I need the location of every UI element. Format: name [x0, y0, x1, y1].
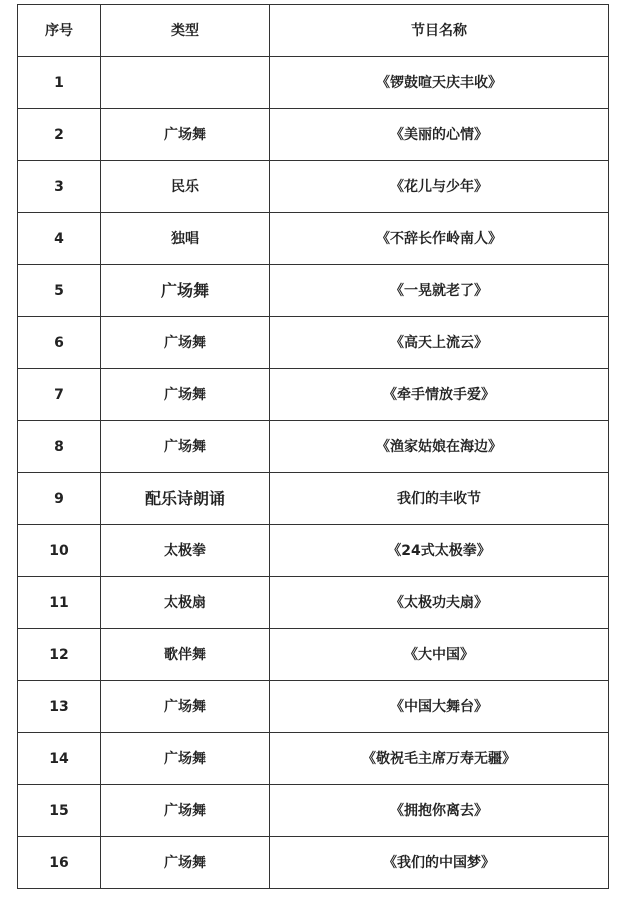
cell-name: 我们的丰收节: [270, 473, 609, 525]
table-row: [18, 681, 609, 733]
cell-type: 广场舞: [101, 317, 270, 369]
table-row: [18, 369, 609, 421]
cell-seq: 7: [18, 369, 101, 421]
table-header: [18, 5, 609, 57]
cell-name: 《我们的中国梦》: [270, 837, 609, 889]
table-row: [18, 525, 609, 577]
cell-seq: 11: [18, 577, 101, 629]
cell-seq: 8: [18, 421, 101, 473]
cell-type: 歌伴舞: [101, 629, 270, 681]
cell-name: 《中国大舞台》: [270, 681, 609, 733]
table-row: [18, 109, 609, 161]
cell-type: 太极扇: [101, 577, 270, 629]
table-row: [18, 421, 609, 473]
cell-name: 《渔家姑娘在海边》: [270, 421, 609, 473]
cell-name: 《24式太极拳》: [270, 525, 609, 577]
table-row: [18, 473, 609, 525]
cell-seq: 4: [18, 213, 101, 265]
header-row: [18, 5, 609, 57]
cell-name: 《不辞长作岭南人》: [270, 213, 609, 265]
cell-name: 《太极功夫扇》: [270, 577, 609, 629]
table-row: [18, 785, 609, 837]
cell-type: [101, 57, 270, 109]
cell-type: 广场舞: [101, 265, 270, 317]
cell-seq: 5: [18, 265, 101, 317]
table-row: [18, 317, 609, 369]
table-row: [18, 161, 609, 213]
header-seq: 序号: [18, 5, 101, 57]
header-name: 节目名称: [270, 5, 609, 57]
table-row: [18, 213, 609, 265]
cell-seq: 12: [18, 629, 101, 681]
cell-type: 独唱: [101, 213, 270, 265]
table-row: [18, 629, 609, 681]
cell-type: 广场舞: [101, 369, 270, 421]
cell-seq: 9: [18, 473, 101, 525]
table-row: [18, 57, 609, 109]
cell-type: 广场舞: [101, 681, 270, 733]
cell-name: 《花儿与少年》: [270, 161, 609, 213]
cell-name: 《一晃就老了》: [270, 265, 609, 317]
cell-seq: 2: [18, 109, 101, 161]
cell-name: 《拥抱你离去》: [270, 785, 609, 837]
cell-name: 《锣鼓喧天庆丰收》: [270, 57, 609, 109]
cell-name: 《美丽的心情》: [270, 109, 609, 161]
cell-seq: 14: [18, 733, 101, 785]
cell-name: 《牵手情放手爱》: [270, 369, 609, 421]
cell-type: 广场舞: [101, 421, 270, 473]
cell-seq: 13: [18, 681, 101, 733]
header-type: 类型: [101, 5, 270, 57]
table-row: [18, 837, 609, 889]
cell-name: 《高天上流云》: [270, 317, 609, 369]
cell-type: 民乐: [101, 161, 270, 213]
cell-type: 广场舞: [101, 785, 270, 837]
table-row: [18, 733, 609, 785]
cell-type: 广场舞: [101, 733, 270, 785]
cell-name: 《大中国》: [270, 629, 609, 681]
cell-seq: 6: [18, 317, 101, 369]
cell-seq: 3: [18, 161, 101, 213]
cell-seq: 15: [18, 785, 101, 837]
table-row: [18, 577, 609, 629]
table-row: [18, 265, 609, 317]
cell-name: 《敬祝毛主席万寿无疆》: [270, 733, 609, 785]
cell-type: 广场舞: [101, 837, 270, 889]
program-table: [17, 4, 609, 889]
table-body: [18, 57, 609, 889]
cell-seq: 1: [18, 57, 101, 109]
cell-type: 太极拳: [101, 525, 270, 577]
cell-type: 配乐诗朗诵: [101, 473, 270, 525]
cell-type: 广场舞: [101, 109, 270, 161]
cell-seq: 16: [18, 837, 101, 889]
cell-seq: 10: [18, 525, 101, 577]
